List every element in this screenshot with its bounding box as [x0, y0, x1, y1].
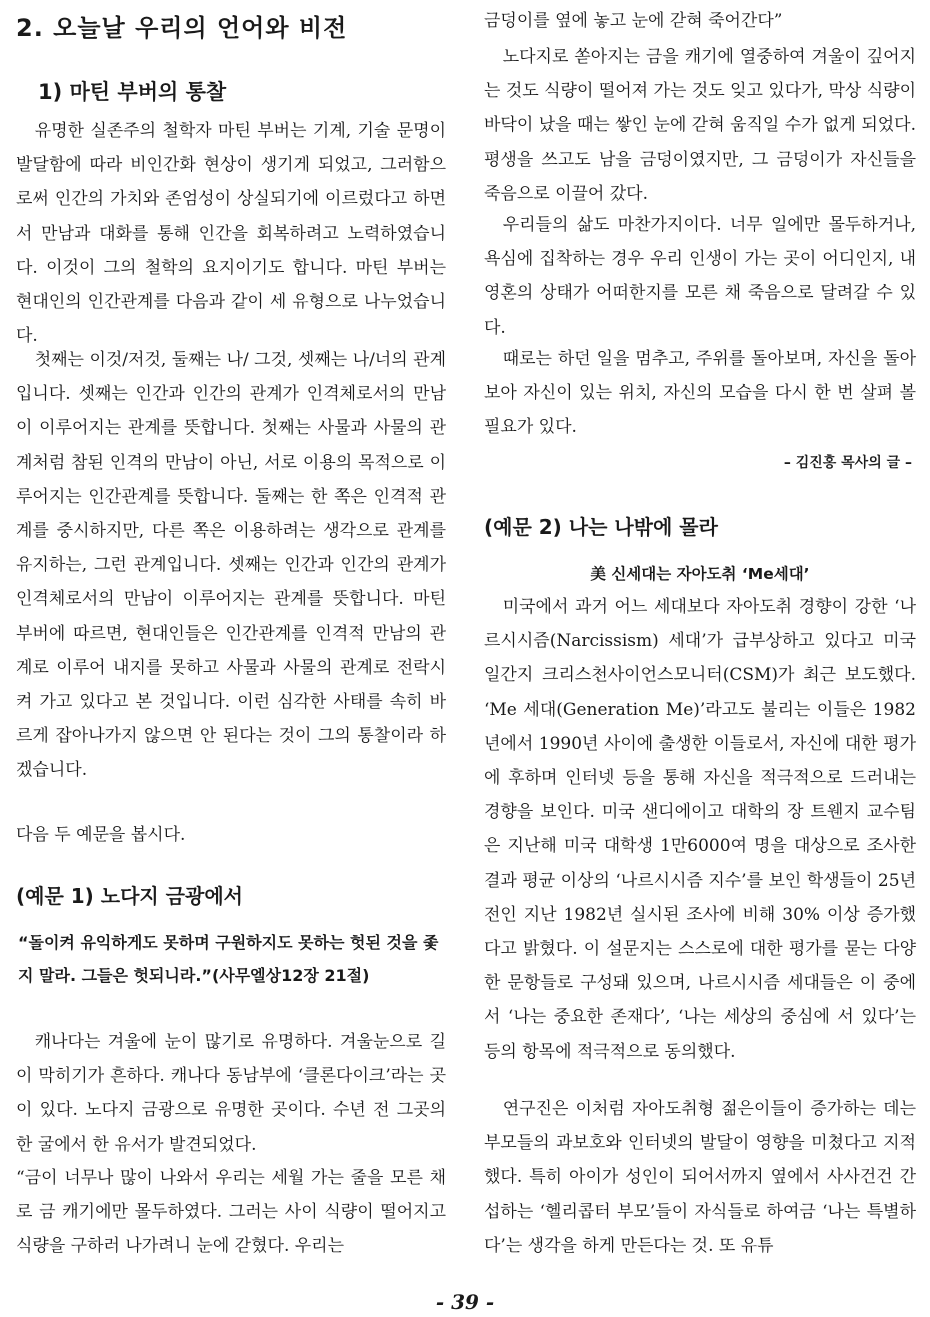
body-paragraph: 우리들의 삶도 마찬가지이다. 너무 일에만 몰두하거나, 욕심에 집착하는 경우 우리 인생이 가는 곳이 어디인지, 내 영혼의 상태가 어떠한지를 모른 채 죽음으로 달려갈 수 있다. [484, 215, 916, 338]
article-subheading: 美 신세대는 자아도취 ‘Me세대’ [590, 565, 810, 583]
attribution: – 김진홍 목사의 글 – [783, 455, 912, 471]
body-paragraph: 미국에서 과거 어느 세대보다 자아도취 경향이 강한 ‘나르시시즘(Narcissism) 세대’가 급부상하고 있다고 미국 일간지 크리스천사이언스모니터(CSM)가 최근 보도했다. ‘Me 세대(Generation Me)’라고도 불리는 이들은 1982년에서 1990년 사이에 출생한 이들로서, 자신에 대한 평가에 후하며 인터넷 등을 통해 자신을 적극적으로 드러내는 경향을 보인다. 미국 샌디에이고 대학의 장 트웬지 교수팀은 지난해 미국 대학생 1만6000여 명을 대상으로 조사한 결과 평균 이상의 ‘나르시시즘 지수’를 보인 학생들이 25년 전인 지난 1982년 실시된 조사에 비해 30% 이상 증가했다고 밝혔다. 이 설문지는 스스로에 대한 평가를 묻는 다양한 문항들로 구성돼 있으며, 나르시시즘 세대들은 이 중에서 ‘나는 중요한 존재다’, ‘나는 세상의 중심에 서 있다’는 등의 항목에 적극적으로 동의했다. [484, 597, 916, 1062]
body-paragraph: “금이 너무나 많이 나와서 우리는 세월 가는 줄을 모른 채로 금 캐기에만 몰두하였다. 그러는 사이 식량이 떨어지고 식량을 구하러 나가려니 눈에 갇혔다. 우리는 [16, 1168, 446, 1257]
subsection-title: 1) 마틴 부버의 통찰 [38, 80, 227, 104]
body-paragraph: 연구진은 이처럼 자아도취형 젊은이들이 증가하는 데는 부모들의 과보호와 인터넷의 발달이 영향을 미쳤다고 지적했다. 특히 아이가 성인이 되어서까지 옆에서 사사건건 간섭하는 ‘헬리콥터 부모’들이 자식들로 하여금 ‘나는 특별하다’는 생각을 하게 만든다는 것. 또 유튜 [484, 1099, 916, 1256]
bible-quote: “돌이켜 유익하게도 못하며 구원하지도 못하는 헛된 것을 좇지 말라. 그들은 헛되니라.”(사무엘상12장 21절) [18, 933, 439, 985]
body-paragraph: 금덩이를 옆에 놓고 눈에 갇혀 죽어간다” [484, 11, 783, 31]
body-paragraph: 노다지로 쏟아지는 금을 캐기에 열중하여 겨울이 깊어지는 것도 식량이 떨어져 가는 것도 잊고 있다가, 막상 식량이 바닥이 났을 때는 쌓인 눈에 갇혀 움직일 수가 없게 되었다. 평생을 쓰고도 남을 금덩이였지만, 그 금덩이가 자신들을 죽음으로 이끌어 갔다. [484, 47, 916, 204]
body-paragraph: 캐나다는 겨울에 눈이 많기로 유명하다. 겨울눈으로 길이 막히기가 흔하다. 캐나다 동남부에 ‘클론다이크’라는 곳이 있다. 노다지 금광으로 유명한 곳이다. 수년 전 그곳의 한 굴에서 한 유서가 발견되었다. [16, 1032, 446, 1155]
section-title: 2. 오늘날 우리의 언어와 비전 [16, 14, 348, 42]
body-paragraph: 다음 두 예문을 봅시다. [16, 825, 186, 845]
body-paragraph: 때로는 하던 일을 멈추고, 주위를 돌아보며, 자신을 돌아보아 자신이 있는 위치, 자신의 모습을 다시 한 번 살펴 볼 필요가 있다. [484, 349, 916, 438]
page-number: - 39 - [435, 1290, 495, 1314]
body-paragraph: 유명한 실존주의 철학자 마틴 부버는 기계, 기술 문명이 발달함에 따라 비인간화 현상이 생기게 되었고, 그러함으로써 인간의 가치와 존엄성이 상실되기에 이르렀다고 하면서 만남과 대화를 통해 인간을 회복하려고 노력하였습니다. 이것이 그의 철학의 요지이기도 합니다. 마틴 부버는 현대인의 인간관계를 다음과 같이 세 유형으로 나누었습니다. [16, 121, 446, 347]
example-heading: (예문 1) 노다지 금광에서 [16, 884, 243, 908]
example-heading: (예문 2) 나는 나밖에 몰라 [484, 515, 718, 539]
body-paragraph: 첫째는 이것/저것, 둘째는 나/ 그것, 셋째는 나/너의 관계입니다. 셋째는 인간과 인간의 관계가 인격체로서의 만남이 이루어지는 관계를 뜻합니다. 첫째는 사물과 사물의 관계처럼 참된 인격의 만남이 아닌, 서로 이용의 목적으로 이루어지는 인간관계를 뜻합니다. 둘째는 한 쪽은 인격적 관계를 중시하지만, 다른 쪽은 이용하려는 생각으로 관계를 유지하는, 그런 관계입니다. 셋째는 인간과 인간의 관계가 인격체로서의 만남이 이루어지는 관계를 뜻합니다. 마틴 부버에 따르면, 현대인들은 인간관계를 인격적 만남의 관계로 이루어 내지를 못하고 사물과 사물의 관계로 전락시켜 가고 있다고 본 것입니다. 이런 심각한 사태를 속히 바르게 잡아나가지 않으면 안 된다는 것이 그의 통찰이라 하겠습니다. [16, 350, 446, 781]
